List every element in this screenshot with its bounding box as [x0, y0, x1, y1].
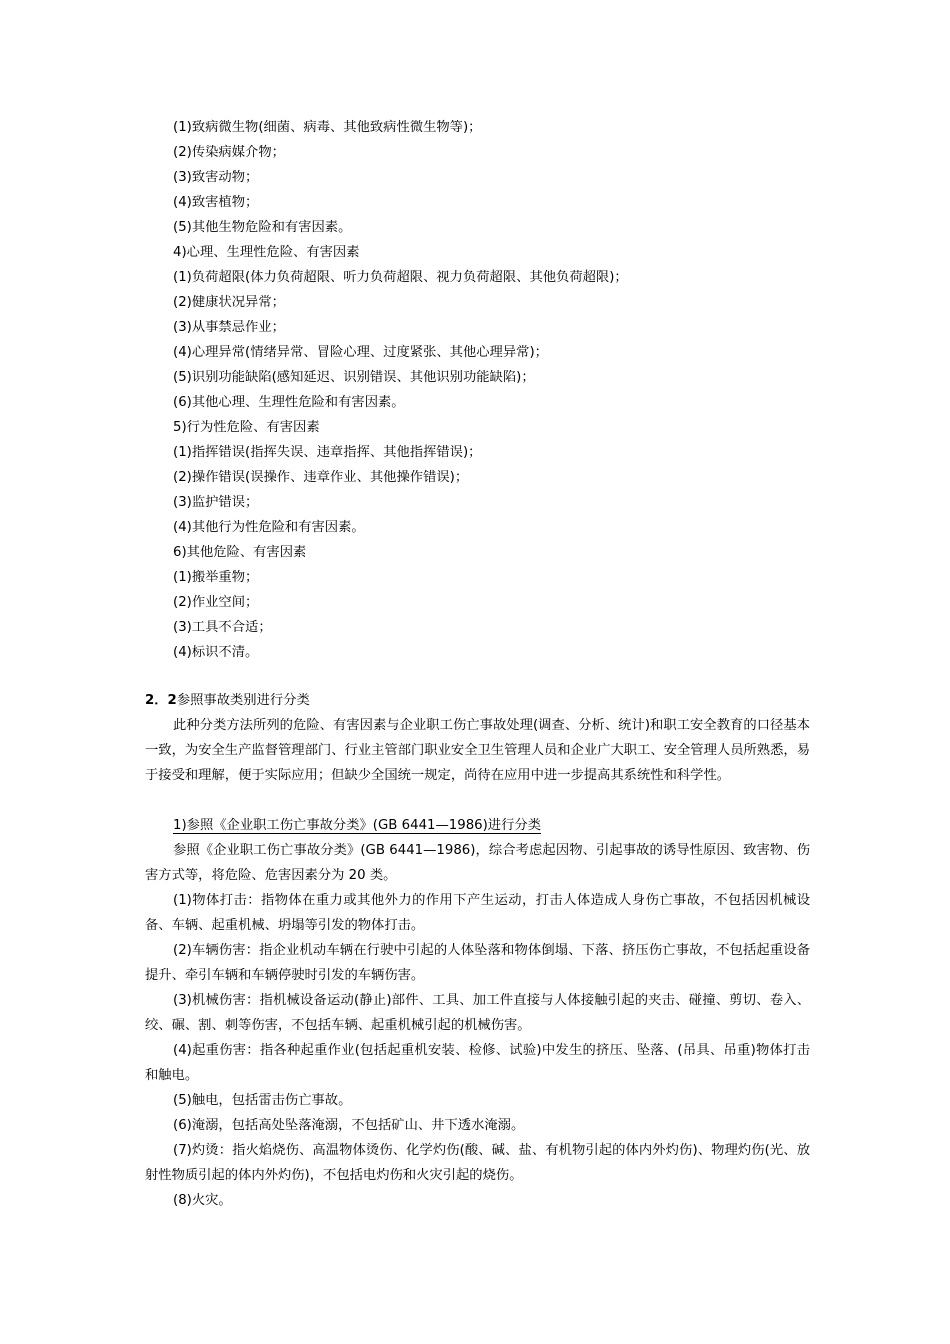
- list-item: (6)其他心理、生理性危险和有害因素。: [173, 395, 405, 410]
- list-item: (1)负荷超限(体力负荷超限、听力负荷超限、视力负荷超限、其他负荷超限)；: [173, 270, 628, 285]
- section-number: 2．2: [145, 693, 177, 708]
- list-heading: 5)行为性危险、有害因素: [173, 420, 320, 435]
- section-title: 参照事故类别进行分类: [176, 693, 310, 708]
- category-item: (4)起重伤害：指各种起重作业(包括起重机安装、检修、试验)中发生的挤压、坠落、(吊具、吊重)物体打击和触电。: [145, 1043, 810, 1083]
- category-item: (3)机械伤害：指机械设备运动(静止)部件、工具、加工件直接与人体接触引起的夹击、碰撞、剪切、卷入、绞、碾、割、刺等伤害，不包括车辆、起重机械引起的机械伤害。: [145, 993, 810, 1033]
- section-heading: [145, 688, 310, 713]
- category-item: (5)触电，包括雷击伤亡事故。: [173, 1093, 352, 1108]
- subsection-intro-paragraph: 参照《企业职工伤亡事故分类》(GB 6441—1986)，综合考虑起因物、引起事故的诱导性原因、致害物、伤害方式等，将危险、危害因素分为 20 类。: [145, 843, 810, 883]
- list-item: (3)监护错误；: [173, 495, 259, 510]
- list-item: (2)操作错误(误操作、违章作业、其他操作错误)；: [173, 470, 469, 485]
- list-item: (4)其他行为性危险和有害因素。: [173, 520, 365, 535]
- list-item: (2)作业空间；: [173, 595, 259, 610]
- category-item: (8)火灾。: [173, 1193, 232, 1208]
- list-item: (2)传染病媒介物；: [173, 145, 285, 160]
- list-item: (1)指挥错误(指挥失误、违章指挥、其他指挥错误)；: [173, 445, 482, 460]
- list-item: (3)从事禁忌作业；: [173, 320, 285, 335]
- list-item: (1)搬举重物；: [173, 570, 259, 585]
- list-heading: 4)心理、生理性危险、有害因素: [173, 245, 360, 260]
- subsection-heading: 1)参照《企业职工伤亡事故分类》(GB 6441—1986)进行分类: [173, 818, 541, 833]
- list-item: (2)健康状况异常；: [173, 295, 285, 310]
- list-item: (3)工具不合适；: [173, 620, 272, 635]
- category-item: (7)灼烫：指火焰烧伤、高温物体烫伤、化学灼伤(酸、碱、盐、有机物引起的体内外灼伤)、物理灼伤(光、放射性物质引起的体内外灼伤)，不包括电灼伤和火灾引起的烧伤。: [145, 1143, 810, 1183]
- list-heading: 6)其他危险、有害因素: [173, 545, 307, 560]
- category-item: (2)车辆伤害：指企业机动车辆在行驶中引起的人体坠落和物体倒塌、下落、挤压伤亡事故，不包括起重设备提升、牵引车辆和车辆停驶时引发的车辆伤害。: [145, 943, 810, 983]
- list-item: (4)心理异常(情绪异常、冒险心理、过度紧张、其他心理异常)；: [173, 345, 548, 360]
- list-item: (5)其他生物危险和有害因素。: [173, 220, 352, 235]
- category-item: (1)物体打击：指物体在重力或其他外力的作用下产生运动，打击人体造成人身伤亡事故，不包括因机械设备、车辆、起重机械、坍塌等引发的物体打击。: [145, 893, 810, 933]
- list-item: (4)致害植物；: [173, 195, 259, 210]
- section-intro-paragraph: 此种分类方法所列的危险、有害因素与企业职工伤亡事故处理(调查、分析、统计)和职工安全教育的口径基本一致，为安全生产监督管理部门、行业主管部门职业安全卫生管理人员和企业广大职工、安全管理人员所熟悉，易于接受和理解，便于实际应用；但缺少全国统一规定，尚待在应用中进一步提高其系统性和科学性。: [145, 718, 810, 783]
- category-item: (6)淹溺，包括高处坠落淹溺，不包括矿山、井下透水淹溺。: [173, 1118, 525, 1133]
- list-item: (3)致害动物；: [173, 170, 259, 185]
- list-item: (5)识别功能缺陷(感知延迟、识别错误、其他识别功能缺陷)；: [173, 370, 535, 385]
- list-item: (4)标识不清。: [173, 645, 259, 660]
- list-item: (1)致病微生物(细菌、病毒、其他致病性微生物等)；: [173, 120, 482, 135]
